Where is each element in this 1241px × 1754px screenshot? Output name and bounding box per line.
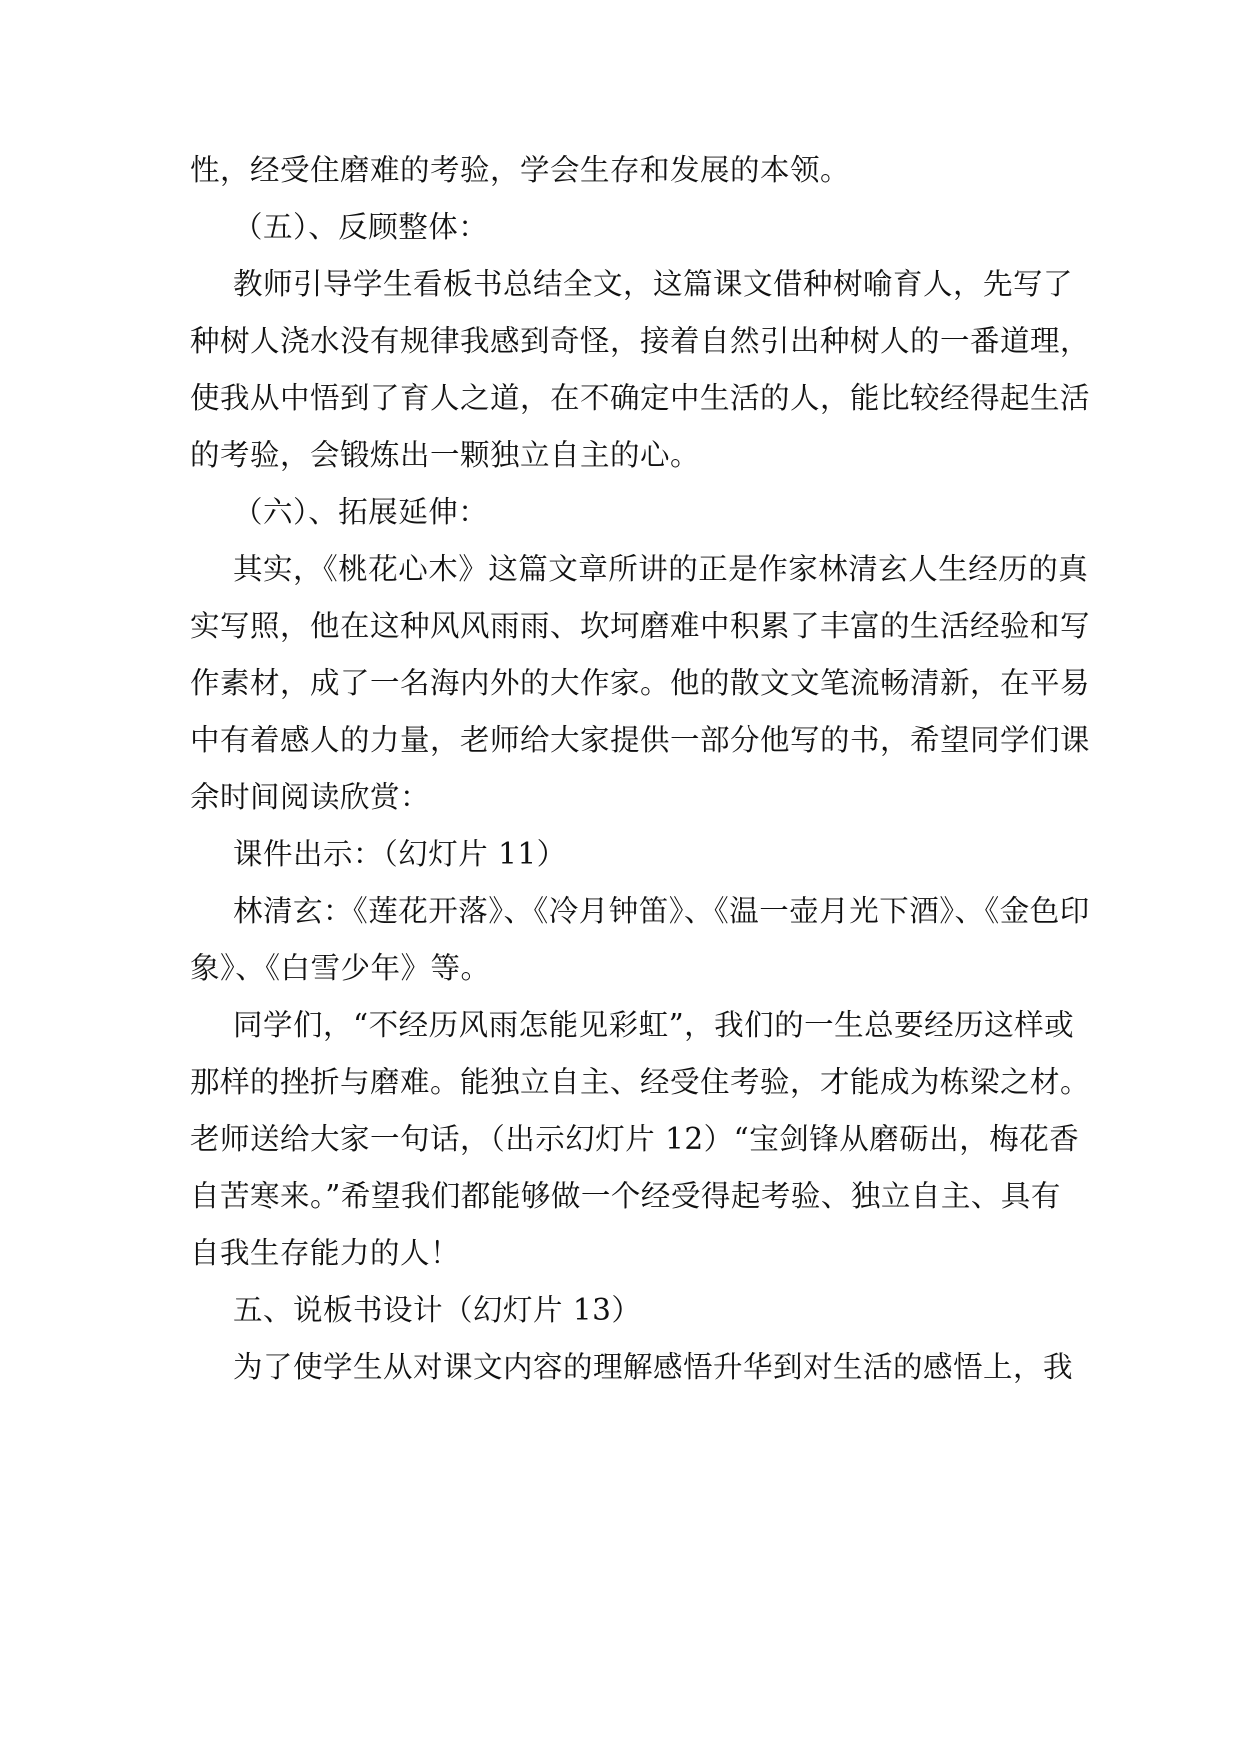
text-line: 使我从中悟到了育人之道，在不确定中生活的人，能比较经得起生活 [190,381,1091,415]
section-heading: （五）、反顾整体： [233,210,489,244]
text-line: 为了使学生从对课文内容的理解感悟升华到对生活的感悟上，我 [233,1350,1074,1384]
section-heading: （六）、拓展延伸： [233,495,489,529]
text-line: 同学们，“不经历风雨怎能见彩虹”，我们的一生总要经历这样或 [233,1008,1075,1042]
text-line: 其实，《桃花心木》这篇文章所讲的正是作家林清玄人生经历的真 [233,552,1089,586]
text-line: 中有着感人的力量，老师给大家提供一部分他写的书，希望同学们课 [190,723,1091,757]
text-line: 作素材，成了一名海内外的大作家。他的散文文笔流畅清新，在平易 [190,666,1091,700]
text-line: 林清玄：《莲花开落》、《冷月钟笛》、《温一壶月光下酒》、《金色印 [233,894,1090,928]
text-line: 那样的挫折与磨难。能独立自主、经受住考验，才能成为栋梁之材。 [190,1065,1091,1099]
text-line: 象》、《白雪少年》等。 [190,951,491,985]
text-line: 的考验，会锻炼出一颗独立自主的心。 [190,438,701,472]
text-line: 种树人浇水没有规律我感到奇怪，接着自然引出种树人的一番道理， [190,324,1091,358]
text-line: 余时间阅读欣赏： [190,780,431,814]
text-line: 性，经受住磨难的考验，学会生存和发展的本领。 [190,153,851,187]
text-line: 自我生存能力的人！ [190,1236,461,1270]
text-line: 老师送给大家一句话，（出示幻灯片 12）“宝剑锋从磨砺出，梅花香 [190,1122,1080,1156]
text-line: 课件出示：（幻灯片 11） [233,837,567,871]
text-line: 实写照，他在这种风风雨雨、坎坷磨难中积累了丰富的生活经验和写 [190,609,1091,643]
text-line: 教师引导学生看板书总结全文，这篇课文借种树喻育人，先写了 [233,267,1074,301]
text-line: 自苦寒来。”希望我们都能够做一个经受得起考验、独立自主、具有 [190,1179,1061,1213]
section-heading: 五、说板书设计（幻灯片 13） [233,1293,642,1327]
